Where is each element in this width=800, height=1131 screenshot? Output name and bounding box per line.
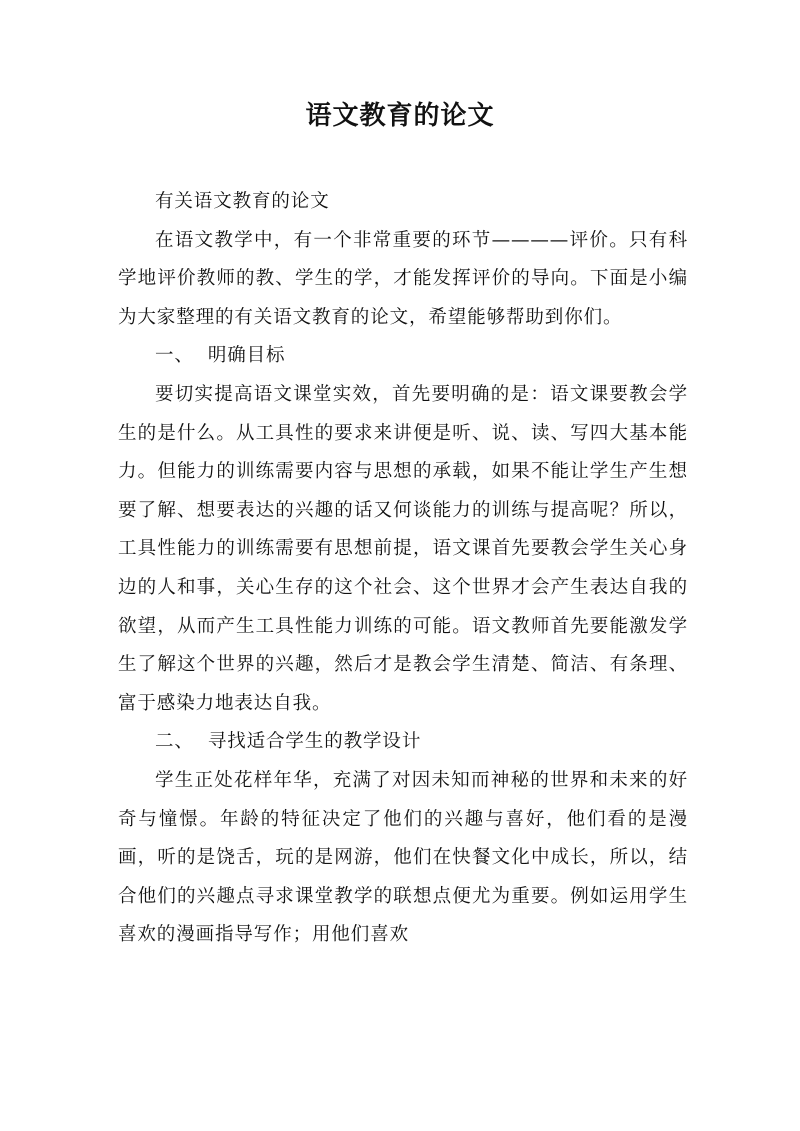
section-paragraph-2: 学生正处花样年华，充满了对因未知而神秘的世界和未来的好奇与憧憬。年龄的特征决定了他们的兴趣与喜好，他们看的是漫画，听的是饶舌，玩的是网游，他们在快餐文化中成长，所以，结合他们的兴趣点寻求课堂教学的联想点便尤为重要。例如运用学生喜欢的漫画指导写作；用他们喜欢 [118,769,688,946]
intro-paragraph: 在语文教学中，有一个非常重要的环节————评价。只有科学地评价教师的教、学生的学，才能发挥评价的导向。下面是小编为大家整理的有关语文教育的论文，希望能够帮助到你们。 [118,229,688,328]
document-subtitle: 有关语文教育的论文 [155,191,330,212]
document-body [118,183,688,955]
document-title: 语文教育的论文 [305,101,495,131]
section-number-1: 一、 [155,345,194,367]
section-number-2: 二、 [155,731,194,753]
section-title-2: 寻找适合学生的教学设计 [207,731,422,753]
section-title-1: 明确目标 [207,345,286,367]
section-paragraph-1: 要切实提高语文课堂实效，首先要明确的是：语文课要教会学生的是什么。从工具性的要求来讲便是听、说、读、写四大基本能力。但能力的训练需要内容与思想的承载，如果不能让学生产生想要了解、想要表达的兴趣的话又何谈能力的训练与提高呢？所以，工具性能力的训练需要有思想前提，语文课首先要教会学生关心身边的人和事，关心生存的这个社会、这个世界才会产生表达自我的欲望，从而产生工具性能力训练的可能。语文教师首先要能激发学生了解这个世界的兴趣，然后才是教会学生清楚、简洁、有条理、富于感染力地表达自我。 [118,383,688,714]
section-heading-2 [118,723,688,762]
section-heading-1 [118,337,688,376]
